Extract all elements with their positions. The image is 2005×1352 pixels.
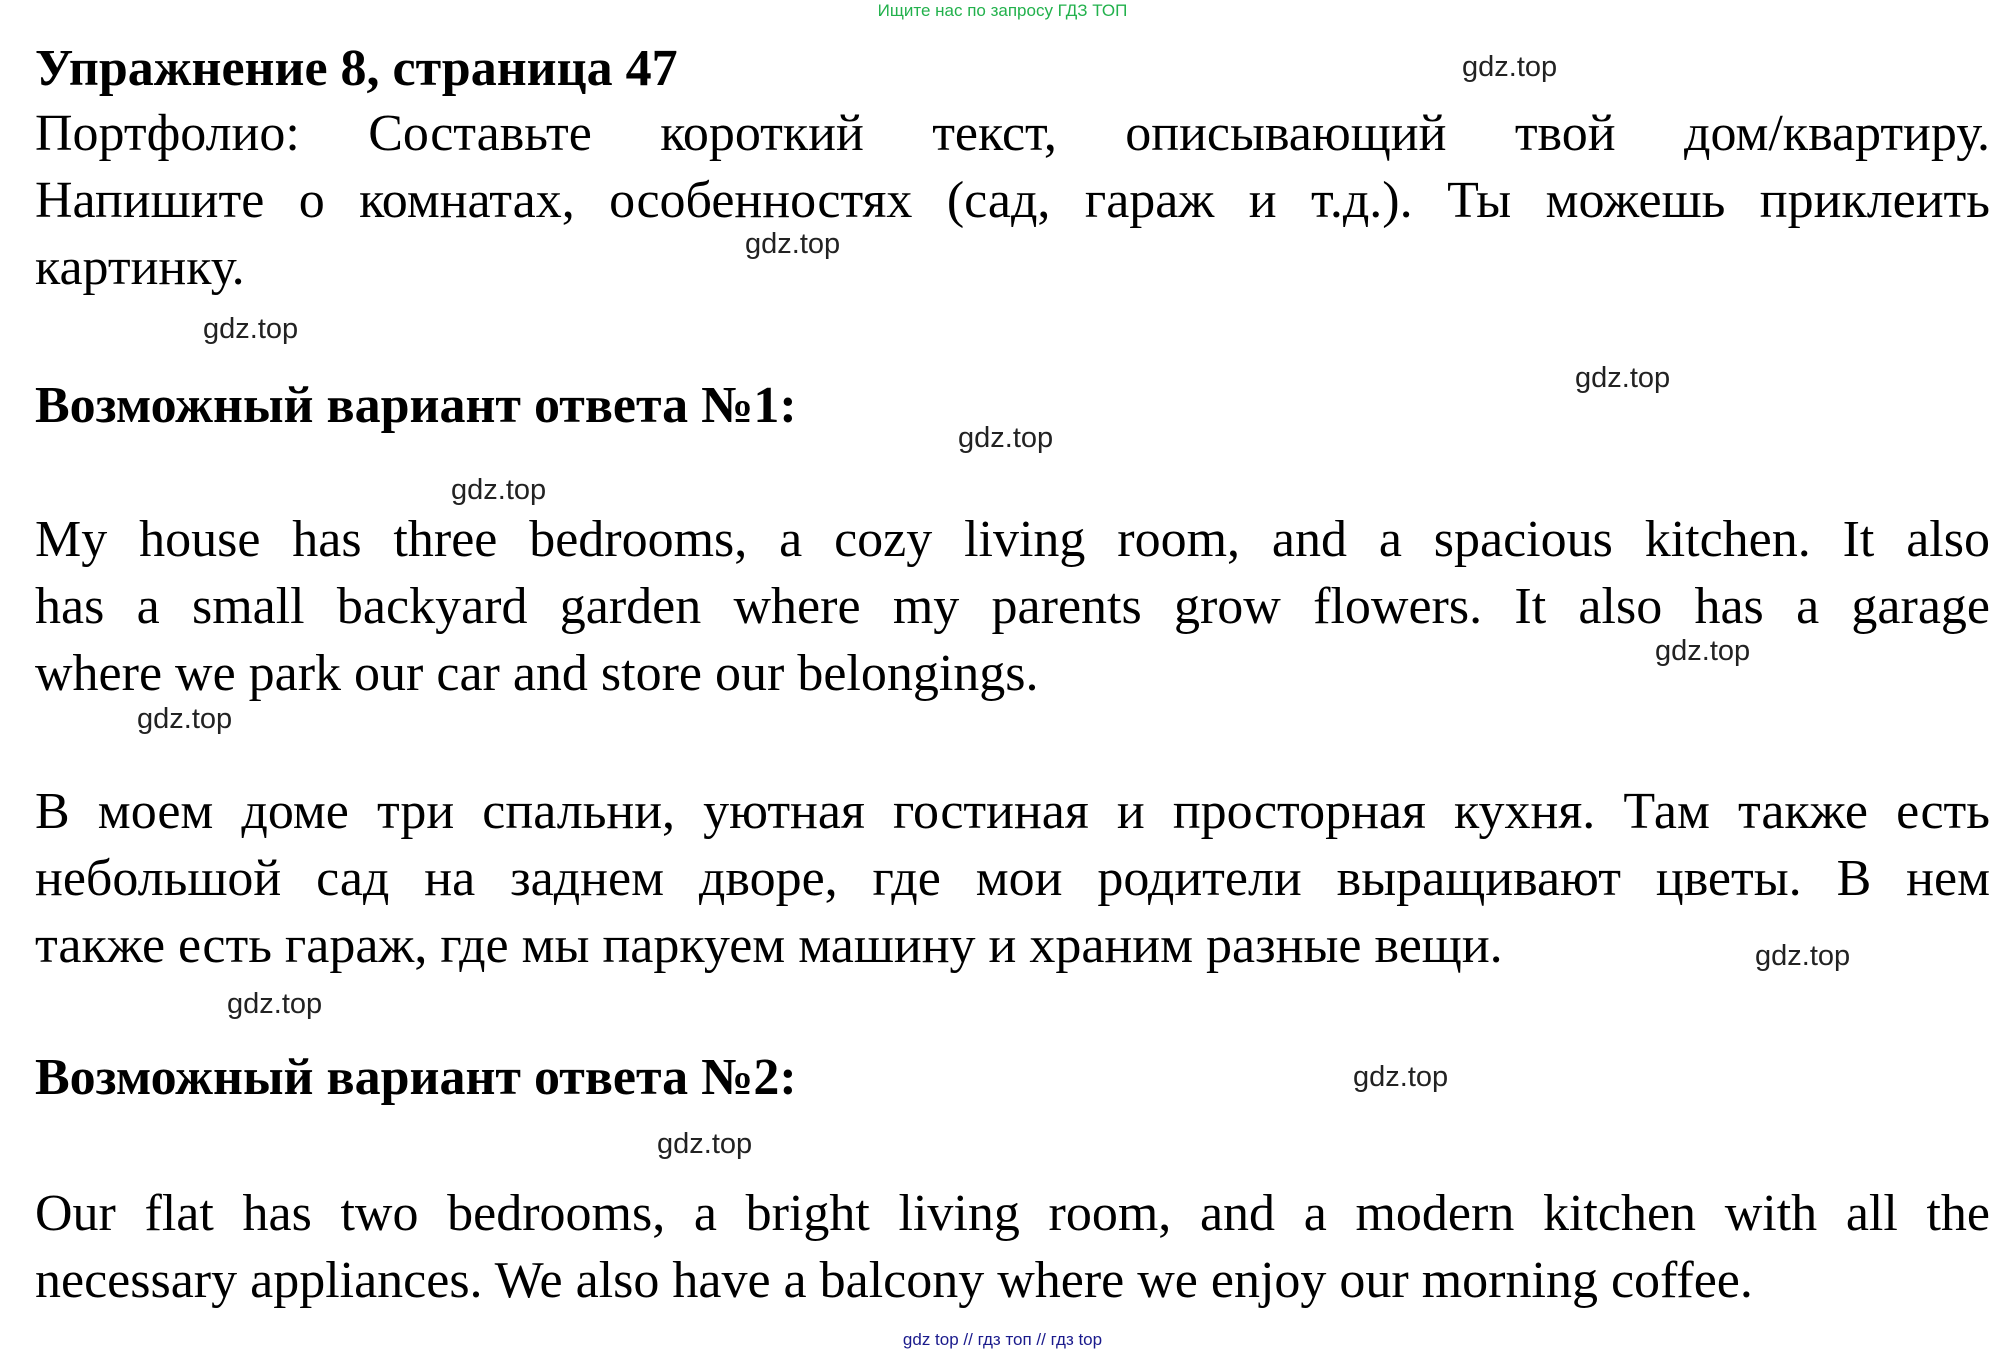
watermark: gdz.top bbox=[137, 703, 233, 735]
answer1-english-line: has a small backyard garden where my parents grow flowers. It also has a garage bbox=[35, 578, 1990, 635]
task-line: картинку. bbox=[35, 239, 245, 296]
watermark: gdz.top bbox=[1755, 940, 1851, 972]
answer1-english-line: where we park our car and store our belongings. bbox=[35, 645, 1039, 702]
watermark: gdz.top bbox=[451, 474, 547, 506]
answer2-heading: Возможный вариант ответа №2: bbox=[35, 1049, 797, 1106]
answer1-russian-line: также есть гараж, где мы паркуем машину и храним разные вещи. bbox=[35, 917, 1503, 974]
exercise-title: Упражнение 8, страница 47 bbox=[35, 40, 678, 97]
task-paragraph bbox=[35, 100, 1990, 301]
answer2-english-line: Our flat has two bedrooms, a bright living room, and a modern kitchen with all the bbox=[35, 1185, 1990, 1242]
answer1-english-line: My house has three bedrooms, a cozy living room, and a spacious kitchen. It also bbox=[35, 511, 1990, 568]
answer1-russian-line: небольшой сад на заднем дворе, где мои родители выращивают цветы. В нем bbox=[35, 850, 1990, 907]
watermark: gdz.top bbox=[227, 988, 323, 1020]
watermark: gdz.top bbox=[745, 228, 841, 260]
watermark: gdz.top bbox=[1353, 1061, 1449, 1093]
watermark: gdz.top bbox=[657, 1128, 753, 1160]
task-line: Напишите о комнатах, особенностях (сад, гараж и т.д.). Ты можешь приклеить bbox=[35, 172, 1990, 229]
answer2-english-paragraph bbox=[35, 1180, 1990, 1314]
watermark: gdz.top bbox=[1462, 51, 1558, 83]
answer1-heading: Возможный вариант ответа №1: bbox=[35, 377, 797, 434]
watermark: gdz.top bbox=[1575, 362, 1671, 394]
watermark: gdz.top bbox=[1655, 635, 1751, 667]
task-line: Портфолио: Составьте короткий текст, описывающий твой дом/квартиру. bbox=[35, 105, 1990, 162]
watermark: gdz.top bbox=[203, 313, 299, 345]
answer2-english-line: necessary appliances. We also have a balcony where we enjoy our morning coffee. bbox=[35, 1252, 1753, 1309]
footer-links: gdz top // гдз топ // гдз top bbox=[902, 1330, 1103, 1349]
watermark: gdz.top bbox=[958, 422, 1054, 454]
answer1-english-paragraph bbox=[35, 506, 1990, 707]
answer1-russian-line: В моем доме три спальни, уютная гостиная и просторная кухня. Там также есть bbox=[35, 783, 1990, 840]
top-banner: Ищите нас по запросу ГДЗ ТОП bbox=[877, 1, 1128, 20]
answer1-russian-paragraph bbox=[35, 778, 1990, 979]
